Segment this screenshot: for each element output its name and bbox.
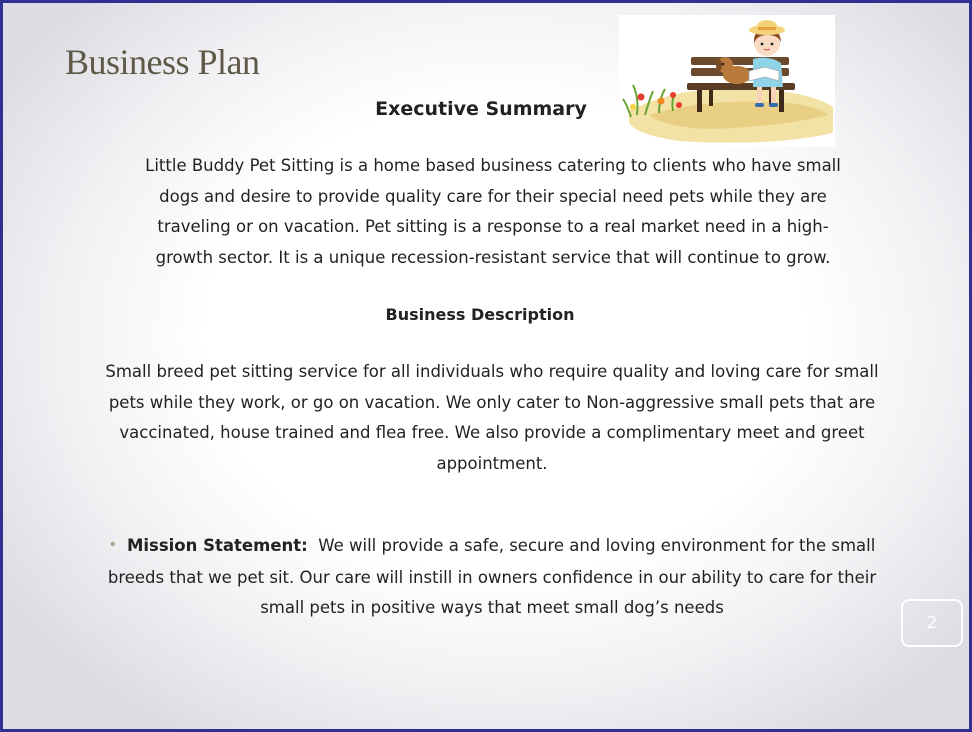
executive-summary-text bbox=[123, 151, 863, 273]
business-description-heading: Business Description bbox=[385, 305, 575, 324]
text-line: breeds that we pet sit. Our care will instill in owners confidence in our ability to care for their bbox=[107, 567, 877, 587]
text-line: pets while they work, or go on vacation. We only cater to Non-aggressive small pets that are bbox=[108, 392, 876, 412]
text-line: Small breed pet sitting service for all individuals who require quality and loving care for small bbox=[105, 362, 879, 381]
text-line: appointment. bbox=[436, 453, 548, 473]
text-line: We will provide a safe, secure and loving environment for the small bbox=[318, 536, 876, 555]
executive-summary-heading: Executive Summary bbox=[375, 98, 587, 120]
illustration bbox=[619, 15, 835, 147]
girl-reading-on-bench-illustration bbox=[619, 15, 835, 147]
mission-statement bbox=[83, 531, 901, 624]
slide-title: Business Plan bbox=[65, 42, 260, 82]
business-description-text bbox=[83, 357, 901, 479]
bullet-dot-icon: • bbox=[108, 537, 117, 553]
text-line: dogs and desire to provide quality care for their special need pets while they are bbox=[159, 186, 827, 206]
text-line: vaccinated, house trained and flea free. We also provide a complimentary meet and greet bbox=[119, 423, 865, 442]
text-line: growth sector. It is a unique recession-resistant service that will continue to grow. bbox=[155, 247, 831, 267]
text-line: Little Buddy Pet Sitting is a home based business catering to clients who have small bbox=[145, 156, 841, 175]
slide-number: 2 bbox=[901, 599, 963, 647]
text-line: traveling or on vacation. Pet sitting is a response to a real market need in a high- bbox=[157, 217, 829, 236]
mission-statement-label: Mission Statement: bbox=[126, 536, 308, 555]
text-line: small pets in positive ways that meet small dog’s needs bbox=[260, 598, 724, 617]
